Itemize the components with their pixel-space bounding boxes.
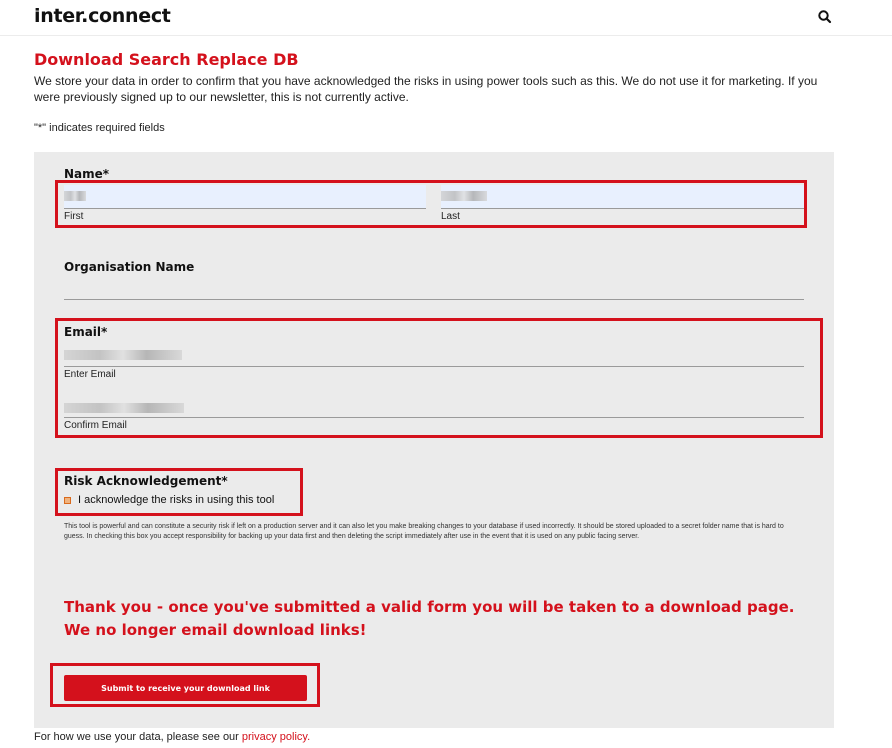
- risk-label: Risk Acknowledgement*: [64, 474, 228, 488]
- name-label: Name*: [64, 167, 110, 181]
- redacted-confirm-email: [64, 403, 184, 413]
- site-logo[interactable]: inter.connect: [34, 5, 171, 27]
- confirm-email-sublabel: Confirm Email: [64, 420, 127, 431]
- organisation-input[interactable]: [64, 276, 804, 300]
- footer-text: For how we use your data, please see our: [34, 731, 239, 743]
- privacy-policy-link[interactable]: privacy policy.: [241, 731, 311, 743]
- redacted-email: [64, 350, 182, 360]
- intro-text: We store your data in order to confirm that you have acknowledged the risks in using power tools such as this. We do not use it for marketing. If you were previously signed up to our newsletter, this is not currently active.: [34, 74, 818, 104]
- page-title: Download Search Replace DB: [34, 50, 299, 69]
- search-icon[interactable]: [816, 8, 834, 26]
- email-sublabel: Enter Email: [64, 369, 116, 380]
- risk-acknowledgement-checkbox[interactable]: [64, 497, 71, 504]
- email-label: Email*: [64, 325, 108, 339]
- footer-note: [34, 731, 310, 743]
- last-name-sublabel: Last: [441, 211, 460, 222]
- first-name-sublabel: First: [64, 211, 84, 222]
- redacted-last-name: [441, 191, 487, 201]
- thank-you-message: Thank you - once you've submitted a valid form you will be taken to a download page. We no longer email download links!: [64, 598, 795, 639]
- redacted-first-name: [64, 191, 86, 201]
- risk-disclaimer: This tool is powerful and can constitute a security risk if left on a production server and it can also let you make breaking changes to your database if used incorrectly. It should be stored uploaded to a secret folder name that is hard to guess. In checking this box you accept responsibility for backing up your data first and then deleting the script immediately after use in the event that it is used on any public facing server.: [64, 523, 784, 540]
- organisation-label: Organisation Name: [64, 260, 195, 274]
- site-header: [0, 0, 892, 36]
- submit-button[interactable]: Submit to receive your download link: [64, 675, 307, 701]
- first-name-input[interactable]: [64, 185, 426, 209]
- risk-checkbox-label[interactable]: I acknowledge the risks in using this tool: [78, 494, 275, 506]
- last-name-input[interactable]: [441, 185, 804, 209]
- required-fields-note: "*" indicates required fields: [34, 122, 165, 134]
